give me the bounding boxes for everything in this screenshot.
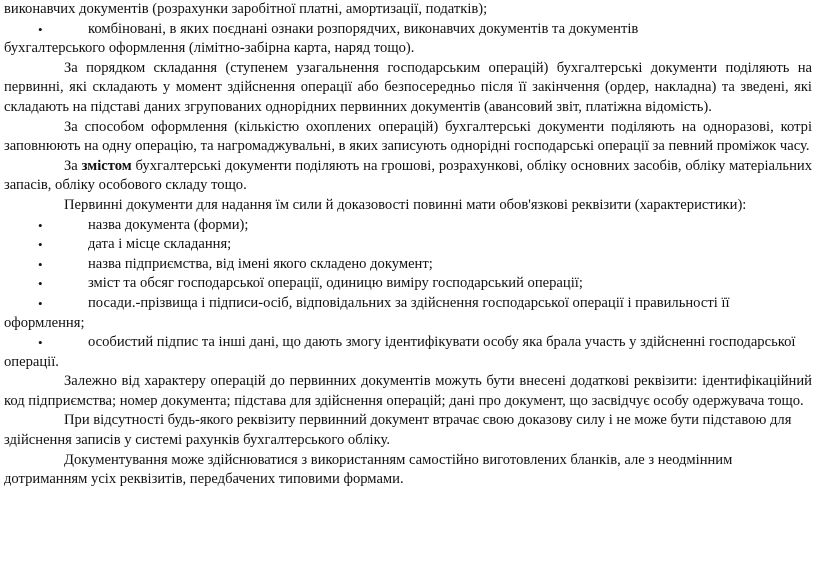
- list-item: [4, 294, 812, 333]
- list-item: [4, 216, 812, 236]
- paragraph-content: [4, 157, 812, 196]
- bullet-icon: •: [38, 217, 43, 233]
- list-item: [4, 255, 812, 275]
- bullet-combined-docs: [4, 20, 812, 40]
- list-item-text: посади.-прізвища і підписи-осіб, відповідальних за здійснення господарської операції і правильності її оформлення;: [4, 294, 730, 331]
- list-item-text: дата і місце складання;: [88, 236, 232, 253]
- bullet-icon: •: [38, 237, 43, 253]
- list-item-text: назва документа (форми);: [88, 216, 249, 233]
- content-keyword: змістом: [81, 157, 132, 174]
- bullet-text: комбіновані, в яких поєднані ознаки розпорядчих, виконавчих документів та документів: [88, 20, 639, 37]
- bullet-icon: •: [38, 276, 43, 292]
- bullet-icon: •: [38, 335, 43, 351]
- list-item: [4, 333, 812, 372]
- list-item-text: назва підприємства, від імені якого складено документ;: [88, 255, 433, 272]
- content-prefix: За: [64, 157, 82, 174]
- paragraph-method-of-registration: За способом оформлення (кількістю охоплених операцій) бухгалтерські документи поділяють на одноразові, котрі заповнюють на одну операцію, та нагромаджувальні, в яких записують однорідні господарські операції за певний проміжок часу.: [4, 118, 812, 155]
- paragraph-missing-detail: При відсутності будь-якого реквізиту первинний документ втрачає свою доказову силу і не може бути підставою для здійснення записів у системі рахунків бухгалтерського обліку.: [4, 412, 792, 449]
- paragraph-documentation-forms: Документування може здійснюватися з використанням самостійно виготовлених бланків, але з неодмінним дотриманням усіх реквізитів, передбачених типовими формами.: [4, 451, 733, 488]
- paragraph-executive-docs: виконавчих документів (розрахунки заробітної платні, амортизації, податків);: [4, 1, 488, 17]
- list-item: [4, 274, 812, 294]
- paragraph-order-of-compilation: За порядком складання (ступенем узагальнення господарським операцій) бухгалтерські документи поділяють на первинні, які складають у момент здійснення операції або безпосередньо після її закінчення (ордер, накладна) та зведені, які складають на підставі даних згрупованих однорідних первинних документів (авансовий звіт, платіжна відомість).: [4, 59, 812, 115]
- bullet-icon: •: [38, 256, 43, 272]
- paragraph-additional-details: Залежно від характеру операцій до первинних документів можуть бути внесені додаткові реквізити: ідентифікаційний код підприємства; номер документа; підстава для здійснення операцій; дані про документ, що засвідчує особу одержувача тощо.: [4, 373, 812, 409]
- list-item-text: особистий підпис та інші дані, що дають змогу ідентифікувати особу яка брала участь у здійсненні господарської операції.: [4, 334, 796, 370]
- bullet-icon: •: [38, 21, 43, 37]
- bullet-continuation: бухгалтерського оформлення (лімітно-забірна карта, наряд тощо).: [4, 40, 415, 57]
- list-item-text: зміст та обсяг господарської операції, одиницю виміру господарський операції;: [88, 275, 583, 292]
- paragraph-required-details: Первинні документи для надання їм сили й доказовості повинні мати обов'язкові реквізити (характеристики):: [64, 196, 747, 213]
- list-item: [4, 235, 812, 255]
- bullet-icon: •: [38, 295, 43, 311]
- content-suffix: бухгалтерські документи поділяють на грошові, розрахункові, обліку основних засобів, обліку матеріальних запасів, обліку особового складу тощо.: [4, 157, 813, 194]
